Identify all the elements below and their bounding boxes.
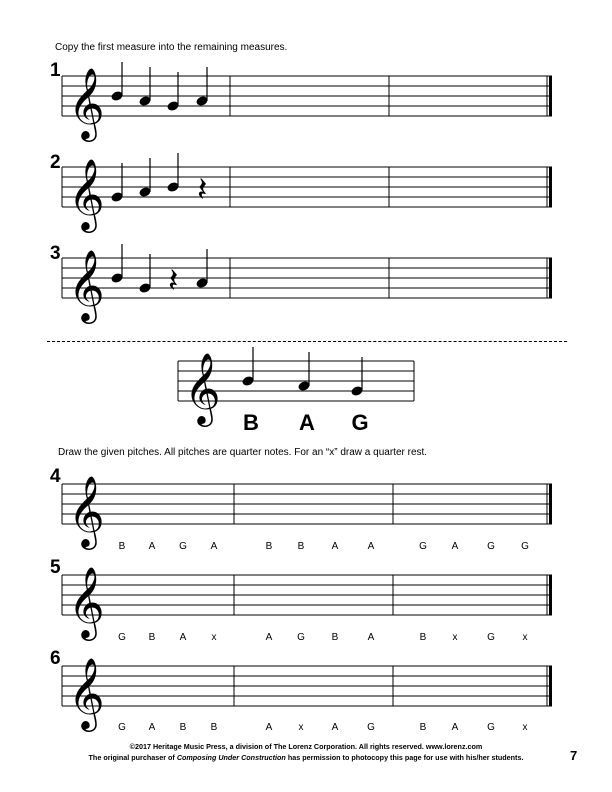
pitch-label: B <box>210 722 218 733</box>
staff-exercise-6 <box>62 656 552 732</box>
final-barline-thick <box>549 575 552 615</box>
final-barline-thick <box>549 258 552 298</box>
quarter-note <box>110 163 124 203</box>
treble-clef-icon: 𝄞 <box>68 248 105 321</box>
treble-clef-icon: 𝄞 <box>184 351 221 424</box>
quarter-rest-icon: 𝄽 <box>168 261 179 301</box>
permission-post: has permission to photocopy this page for use with his/her students. <box>285 753 524 762</box>
pitch-label: x <box>522 722 528 733</box>
copyright-line: ©2017 Heritage Music Press, a division of The Lorenz Corporation. All rights reserved. www.lorenz.com <box>129 742 483 751</box>
pitch-label: x <box>211 632 217 643</box>
exercise-number-3: 3 <box>50 243 61 264</box>
treble-clef-icon: 𝄞 <box>68 157 105 230</box>
permission-pre: The original purchaser of <box>88 753 177 762</box>
pitch-label: G <box>419 541 427 552</box>
staff-exercise-1 <box>62 66 552 142</box>
quarter-note <box>195 67 209 107</box>
pitch-label: B <box>297 541 305 552</box>
pitch-label: A <box>331 722 339 733</box>
pitch-label: G <box>521 541 529 552</box>
pitch-label: B <box>118 541 126 552</box>
pitch-label: A <box>265 722 273 733</box>
pitch-label: B <box>419 632 427 643</box>
quarter-note <box>138 158 152 198</box>
draw-instruction: Draw the given pitches. All pitches are quarter notes. For an “x” draw a quarter rest. <box>58 447 428 458</box>
pitch-label: G <box>118 722 126 733</box>
pitch-label: x <box>298 722 304 733</box>
quarter-note <box>138 67 152 107</box>
quarter-note <box>166 72 180 112</box>
final-barline-thick <box>549 167 552 207</box>
example-label-g: G <box>351 410 369 435</box>
pitch-label: x <box>452 632 458 643</box>
staff-exercise-3 <box>62 248 552 324</box>
staff-exercise-4 <box>62 474 552 550</box>
quarter-note <box>166 153 180 193</box>
exercise-number-4: 4 <box>50 466 61 487</box>
notes <box>110 62 364 397</box>
staff-exercise-2 <box>62 157 552 233</box>
pitch-label: A <box>451 722 459 733</box>
pitch-label: G <box>179 541 187 552</box>
pitch-label: A <box>265 632 273 643</box>
quarter-note <box>110 244 124 284</box>
book-title: Composing Under Construction <box>176 753 286 762</box>
pitch-label: B <box>331 632 339 643</box>
pitch-label: G <box>487 632 495 643</box>
treble-clef-icon: 𝄞 <box>68 474 105 547</box>
pitch-label: G <box>367 722 375 733</box>
quarter-note <box>195 249 209 289</box>
quarter-note <box>138 254 152 294</box>
pitch-label: x <box>522 632 528 643</box>
example-label-a: A <box>299 410 315 435</box>
pitch-label: A <box>451 541 459 552</box>
exercise-number-5: 5 <box>50 557 61 578</box>
treble-clef-icon: 𝄞 <box>68 565 105 638</box>
treble-clef-icon: 𝄞 <box>68 656 105 729</box>
pitch-label: B <box>179 722 187 733</box>
final-barline-thick <box>549 76 552 116</box>
permission-line <box>0 753 612 762</box>
quarter-rest-icon: 𝄽 <box>197 170 208 210</box>
pitch-label: A <box>148 722 156 733</box>
exercise-number-1: 1 <box>50 60 61 81</box>
treble-clef-icon: 𝄞 <box>68 66 105 139</box>
separator-line <box>47 341 567 342</box>
pitch-label: A <box>179 632 187 643</box>
copy-instruction: Copy the first measure into the remaining measures. <box>55 42 288 53</box>
pitch-label: A <box>148 541 156 552</box>
exercise-number-6: 6 <box>50 648 61 669</box>
final-barline-thick <box>549 484 552 524</box>
pitch-label: B <box>265 541 273 552</box>
staff-exercise-5 <box>62 565 552 641</box>
example-label-b: B <box>243 410 259 435</box>
pitch-label: B <box>419 722 427 733</box>
example-note <box>350 357 364 397</box>
pitch-label: G <box>297 632 305 643</box>
exercise-number-2: 2 <box>50 152 61 173</box>
pitch-label: G <box>118 632 126 643</box>
example-note <box>241 347 255 387</box>
quarter-note <box>110 62 124 102</box>
pitch-label: B <box>148 632 156 643</box>
example-note <box>297 352 311 392</box>
pitch-label: G <box>487 722 495 733</box>
page-number: 7 <box>570 748 578 763</box>
pitch-label: A <box>367 632 375 643</box>
pitch-label: G <box>487 541 495 552</box>
pitch-label: A <box>367 541 375 552</box>
final-barline-thick <box>549 666 552 706</box>
pitch-label: A <box>210 541 218 552</box>
pitch-label: A <box>331 541 339 552</box>
